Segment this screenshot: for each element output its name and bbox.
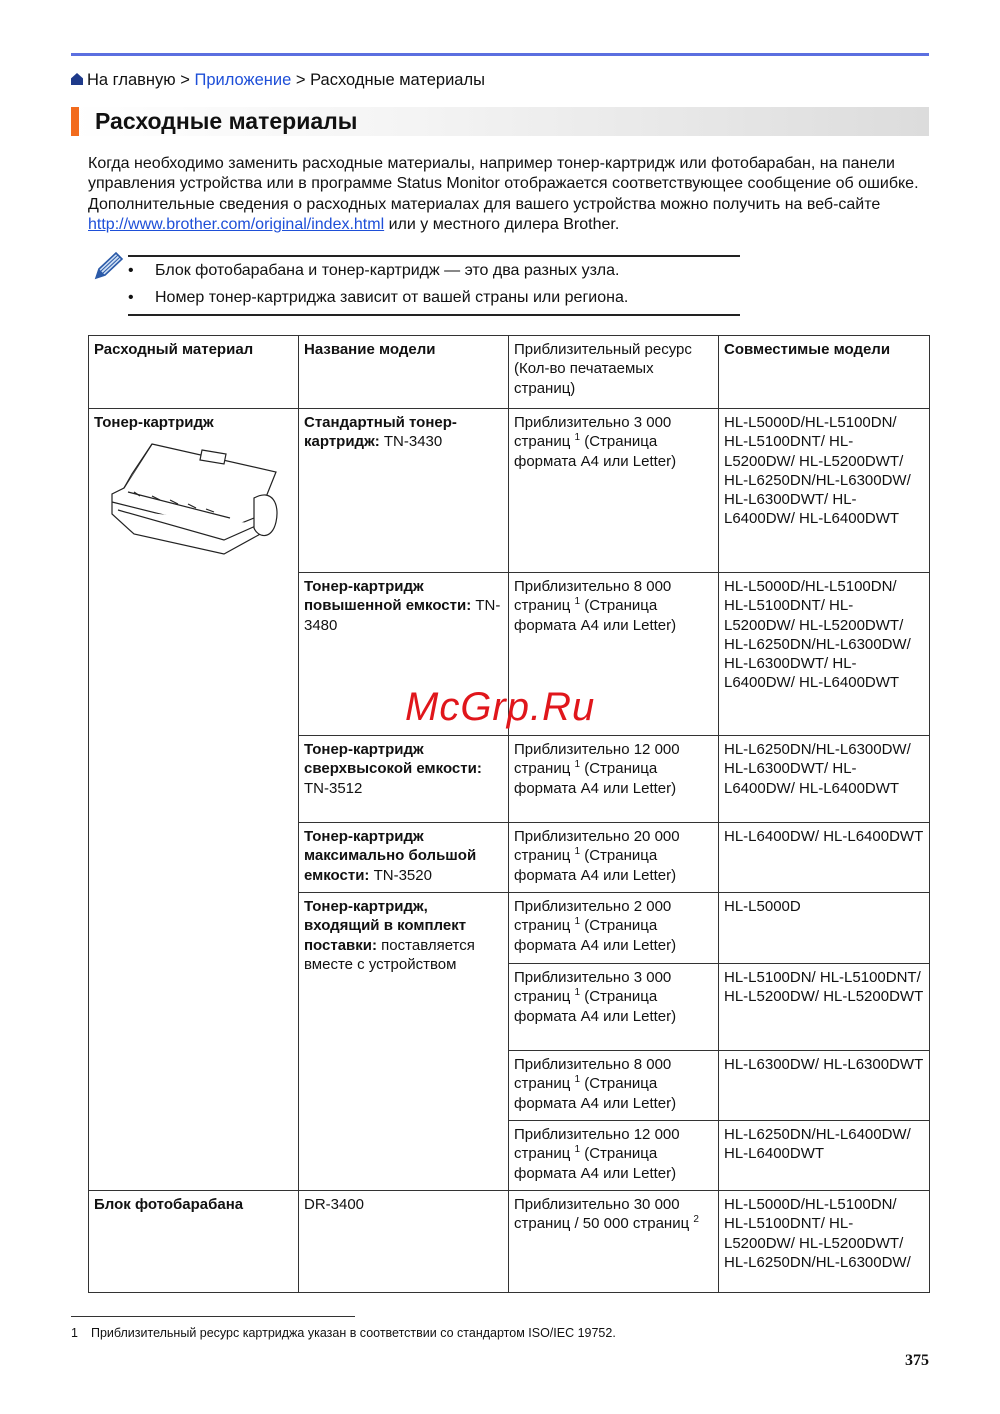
toner-cell: Тонер-картридж	[89, 409, 299, 1191]
model-cell: Стандартный тонер-картридж: TN-3430	[299, 409, 509, 573]
footnote	[71, 1326, 616, 1340]
pencil-note-icon	[92, 250, 124, 282]
table-row	[89, 1191, 930, 1293]
breadcrumb-current: Расходные материалы	[310, 71, 485, 89]
intro-paragraph	[88, 154, 938, 235]
compat-cell: HL-L5000D	[719, 893, 930, 964]
yield-cell: Приблизительно 20 000 страниц $^1$ (Страница формата A4 или Letter)	[509, 823, 719, 893]
model-cell: Тонер-картридж максимально большой емкости: TN-3520	[299, 823, 509, 893]
table-header-row	[89, 336, 930, 409]
header-cell: Совместимые модели	[719, 336, 930, 409]
bullet: •	[128, 289, 134, 306]
watermark: McGrp.Ru	[405, 685, 596, 729]
breadcrumb-home[interactable]: На главную	[87, 71, 176, 89]
model-cell: Тонер-картридж повышенной емкости: TN-3480	[299, 573, 509, 736]
header-cell: Расходный материал	[89, 336, 299, 409]
table-row	[89, 409, 930, 573]
compat-cell: HL-L5000D/HL-L5100DN/ HL-L5100DNT/ HL-L5200DW/ HL-L5200DWT/ HL-L6250DN/HL-L6300DW/ HL-L6300DWT/ HL-L6400DW/ HL-L6400DWT	[719, 409, 930, 573]
title-accent	[71, 107, 79, 136]
footnote-number: 1	[71, 1326, 78, 1340]
yield-cell: Приблизительно 8 000 страниц $^1$ (Страница формата A4 или Letter)	[509, 1051, 719, 1121]
toner-cartridge-image	[104, 436, 284, 561]
yield-cell: Приблизительно 2 000 страниц $^1$ (Страница формата A4 или Letter)	[509, 893, 719, 964]
compat-cell: HL-L5000D/HL-L5100DN/ HL-L5100DNT/ HL-L5200DW/ HL-L5200DWT/ HL-L6250DN/HL-L6300DW/ HL-L6300DWT/ HL-L6400DW/ HL-L6400DWT	[719, 573, 930, 736]
compat-cell: HL-L6300DW/ HL-L6300DWT	[719, 1051, 930, 1121]
breadcrumb-separator: >	[295, 71, 306, 89]
yield-cell: Приблизительно 3 000 страниц $^1$ (Страница формата A4 или Letter)	[509, 409, 719, 573]
note-text: Номер тонер-картриджа зависит от вашей страны или региона.	[155, 289, 629, 306]
bullet: •	[128, 262, 134, 279]
header-cell: Название модели	[299, 336, 509, 409]
header-rule	[71, 53, 929, 56]
compat-cell: HL-L5100DN/ HL-L5100DNT/ HL-L5200DW/ HL-L5200DWT	[719, 964, 930, 1051]
model-cell: Тонер-картридж сверхвысокой емкости: TN-3512	[299, 736, 509, 823]
home-icon[interactable]	[71, 73, 83, 85]
drum-cell: Блок фотобарабана	[89, 1191, 299, 1293]
note-item	[128, 289, 628, 307]
compat-cell: HL-L6250DN/HL-L6300DW/ HL-L6300DWT/ HL-L6400DW/ HL-L6400DWT	[719, 736, 930, 823]
page-title: Расходные материалы	[95, 108, 358, 134]
compat-cell: HL-L6250DN/HL-L6400DW/ HL-L6400DWT	[719, 1121, 930, 1191]
model-cell: DR-3400	[299, 1191, 509, 1293]
breadcrumb-separator: >	[180, 71, 190, 89]
model-cell: Тонер-картридж, входящий в комплект поставки: поставляется вместе с устройством	[299, 893, 509, 1191]
compat-cell: HL-L6400DW/ HL-L6400DWT	[719, 823, 930, 893]
page-number: 375	[905, 1352, 929, 1369]
supplies-table	[88, 335, 930, 1293]
header-cell: Приблизительный ресурс (Кол-во печатаемых страниц)	[509, 336, 719, 409]
footnote-rule	[71, 1316, 355, 1317]
page-title-bar	[71, 107, 929, 136]
yield-cell: Приблизительно 3 000 страниц $^1$ (Страница формата A4 или Letter)	[509, 964, 719, 1051]
yield-cell: Приблизительно 30 000 страниц / 50 000 страниц $^2$	[509, 1191, 719, 1293]
brother-link[interactable]: http://www.brother.com/original/index.html	[88, 215, 385, 233]
breadcrumb	[71, 71, 485, 90]
footnote-text: Приблизительный ресурс картриджа указан в соответствии со стандартом ISO/IEC 19752.	[91, 1326, 616, 1340]
intro-text-end: или у местного дилера Brother.	[384, 215, 620, 233]
yield-cell: Приблизительно 12 000 страниц $^1$ (Страница формата A4 или Letter)	[509, 1121, 719, 1191]
yield-cell: Приблизительно 12 000 страниц $^1$ (Страница формата A4 или Letter)	[509, 736, 719, 823]
compat-cell: HL-L5000D/HL-L5100DN/ HL-L5100DNT/ HL-L5200DW/ HL-L5200DWT/ HL-L6250DN/HL-L6300DW/	[719, 1191, 930, 1293]
note-text: Блок фотобарабана и тонер-картридж — это два разных узла.	[155, 262, 620, 279]
note-item	[128, 262, 619, 280]
yield-cell: Приблизительно 8 000 страниц $^1$ (Страница формата A4 или Letter)	[509, 573, 719, 736]
intro-text: Когда необходимо заменить расходные материалы, например тонер-картридж или фотобарабан, на панели управления устройства или в программе Status Monitor отображается соответствующее сообщение об ошибке. Дополнительные сведения о расходных материалах для вашего устройства можно получить на веб-сайте	[88, 155, 919, 213]
note-top-rule	[128, 255, 740, 257]
breadcrumb-appendix-link[interactable]: Приложение	[194, 71, 292, 89]
note-bottom-rule	[128, 314, 740, 316]
